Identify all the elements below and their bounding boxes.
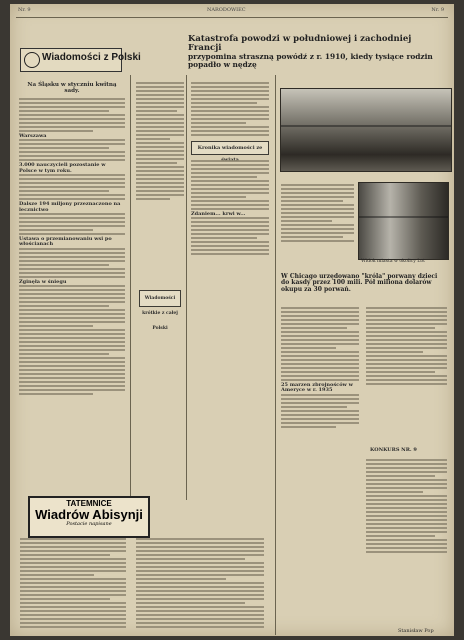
right-column-upper-left	[281, 184, 354, 244]
tatemnice-box	[28, 496, 150, 538]
center-subhead: Kronika wiadomości ze	[197, 145, 263, 151]
right-column-lower	[366, 459, 447, 555]
masthead-title: Wiadomości z Polski	[42, 52, 141, 63]
left-column	[19, 82, 125, 397]
left-center-column	[136, 82, 184, 202]
flood-photo-2	[358, 182, 449, 260]
page-right-header: Nr. 9	[431, 7, 444, 13]
tatemnice-line-3: Postacie napisane	[66, 521, 112, 527]
flood-caption: Widok miasta w okolicy Lot	[361, 259, 425, 264]
tatemnice-line-2: Wiadrów Abisynji	[35, 507, 143, 522]
left-column-section-1: Warszawa	[19, 133, 47, 140]
box-left-bottom	[139, 290, 181, 331]
right-column-mid-right	[366, 307, 447, 387]
right-footer-heading: KONKURS NR. 9	[370, 447, 417, 453]
left-column-headline: Na Śląsku w styczniu kwitną sady.	[27, 82, 117, 95]
page-left-header: Nr. 9	[18, 7, 31, 13]
column-rule-2	[186, 75, 187, 500]
column-rule-1	[130, 75, 131, 500]
box-left-title: Wiadomości krótkie z całej Polski	[142, 296, 178, 331]
center-box	[191, 141, 269, 155]
left-column-section-4: Ustawa o przemianowaniu wsi po włościanach	[19, 236, 112, 248]
flood-photo-1	[280, 88, 452, 172]
left-column-section-5: Zginęła w śniegu	[19, 278, 67, 285]
left-column-section-3: Dalsze 194 miljony przeznaczono na lecznictwo	[19, 201, 121, 213]
right-section-title: 25 marzen zbrojnośców w Ameryce w r. 1935	[281, 382, 353, 394]
page-center-header: NARODOWIEC	[207, 7, 246, 13]
right-headline-2: W Chicago urzędowano "króla" porwany dzieci do kasdy przez 100 mili. Pół miliona dolarów okupu za 30 porwań.	[281, 273, 438, 293]
header-rule	[16, 17, 448, 18]
column-rule-3	[275, 75, 276, 635]
center-headline: Zdaniem... krwi w...	[191, 211, 246, 217]
right-signature: Stanisław Pop	[398, 628, 434, 634]
bottom-left-column	[20, 538, 126, 630]
main-headline	[188, 35, 446, 69]
main-headline-line-1: Katastrofa powodzi w południowej i zachodniej Francji	[188, 34, 412, 54]
main-headline-line-2: przypomina straszną powódź z r. 1910, kiedy tysiące rodzin popadło w nędzę	[188, 52, 433, 70]
bottom-center-column	[136, 538, 264, 630]
newspaper-page	[10, 4, 454, 636]
masthead-box	[20, 48, 141, 72]
masthead-logo-icon	[24, 52, 40, 68]
left-column-section-2: 3.000 nauczycieli pozostanie w Polsce w tym roku.	[19, 162, 106, 174]
right-column-mid-left	[281, 307, 359, 430]
center-column	[191, 82, 269, 257]
tatemnice-line-1: TATEMNICE	[66, 499, 112, 508]
